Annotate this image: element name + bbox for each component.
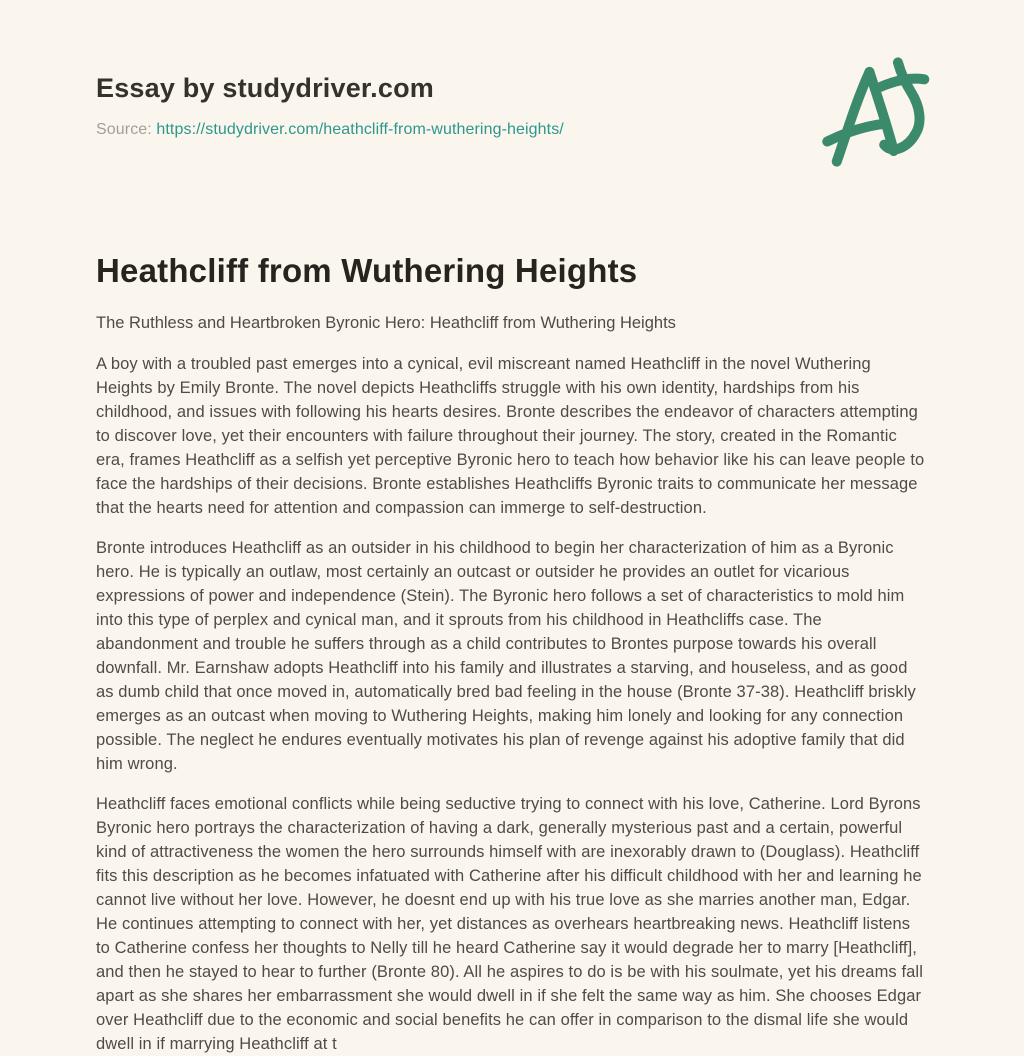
document-content [96, 0, 928, 1056]
source-line [96, 121, 928, 139]
essay-subtitle: The Ruthless and Heartbroken Byronic Hero: Heathcliff from Wuthering Heights [96, 314, 676, 332]
essay-paragraph-2: Bronte introduces Heathcliff as an outsider in his childhood to begin her characterization of him as a Byronic hero. He is typically an outlaw, most certainly an outcast or outsider he provides an outlet for vicarious expressions of power and independence (Stein). The Byronic hero follows a set of characteristics to mold him into this type of perplex and cynical man, and it sprouts from his childhood in Heathcliffs case. The abandonment and trouble he suffers through as a child contributes to Brontes purpose towards his overall downfall. Mr. Earnshaw adopts Heathcliff into his family and illustrates a starving, and houseless, and as good as dumb child that once moved in, automatically bred bad feeling in the house (Bronte 37-38). Heathcliff briskly emerges as an outcast when moving to Wuthering Heights, making him lonely and looking for any connection possible. The neglect he endures eventually motivates his plan of revenge against his adoptive family that did him wrong. [96, 539, 916, 773]
essay-paragraph-1: A boy with a troubled past emerges into a cynical, evil miscreant named Heathcliff in the novel Wuthering Heights by Emily Bronte. The novel depicts Heathcliffs struggle with his own identity, hardships from his childhood, and issues with following his hearts desires. Bronte describes the endeavor of characters attempting to discover love, yet their encounters with failure throughout their journey. The story, created in the Romantic era, frames Heathcliff as a selfish yet perceptive Byronic hero to teach how behavior like his can leave people to face the hardships of their decisions. Bronte establishes Heathcliffs Byronic traits to communicate her message that the hearts need for attention and compassion can immerge to self-destruction. [96, 355, 925, 517]
source-label: Source: [96, 121, 152, 138]
essay-paragraph-3: Heathcliff faces emotional conflicts while being seductive trying to connect with his love, Catherine. Lord Byrons Byronic hero portrays the characterization of having a dark, generally mysterious past and a certain, powerful kind of attractiveness the women the hero surrounds himself with are inexorably drawn to (Douglass). Heathcliff fits this description as he becomes infatuated with Catherine after his difficult childhood with her and learning he cannot live without her love. However, he doesnt end up with his true love as she marries another man, Edgar. He continues attempting to connect with her, yet distances as overhears heartbreaking news. Heathcliff listens to Catherine confess her thoughts to Nelly till he heard Catherine say it would degrade her to marry [Heathcliff], and then he stayed to hear to further (Bronte 80). All he aspires to do is be with his soulmate, yet his dreams fall apart as she shares her embarrassment she would dwell in if she felt the same way as him. She chooses Edgar over Heathcliff due to the economic and social benefits he can offer in comparison to the dismal life she would dwell in if marrying Heathcliff at t [96, 795, 923, 1053]
source-link[interactable]: https://studydriver.com/heathcliff-from-wuthering-heights/ [156, 121, 564, 138]
essay-title: Heathcliff from Wuthering Heights [96, 252, 638, 289]
site-header-title: Essay by studydriver.com [96, 73, 434, 103]
